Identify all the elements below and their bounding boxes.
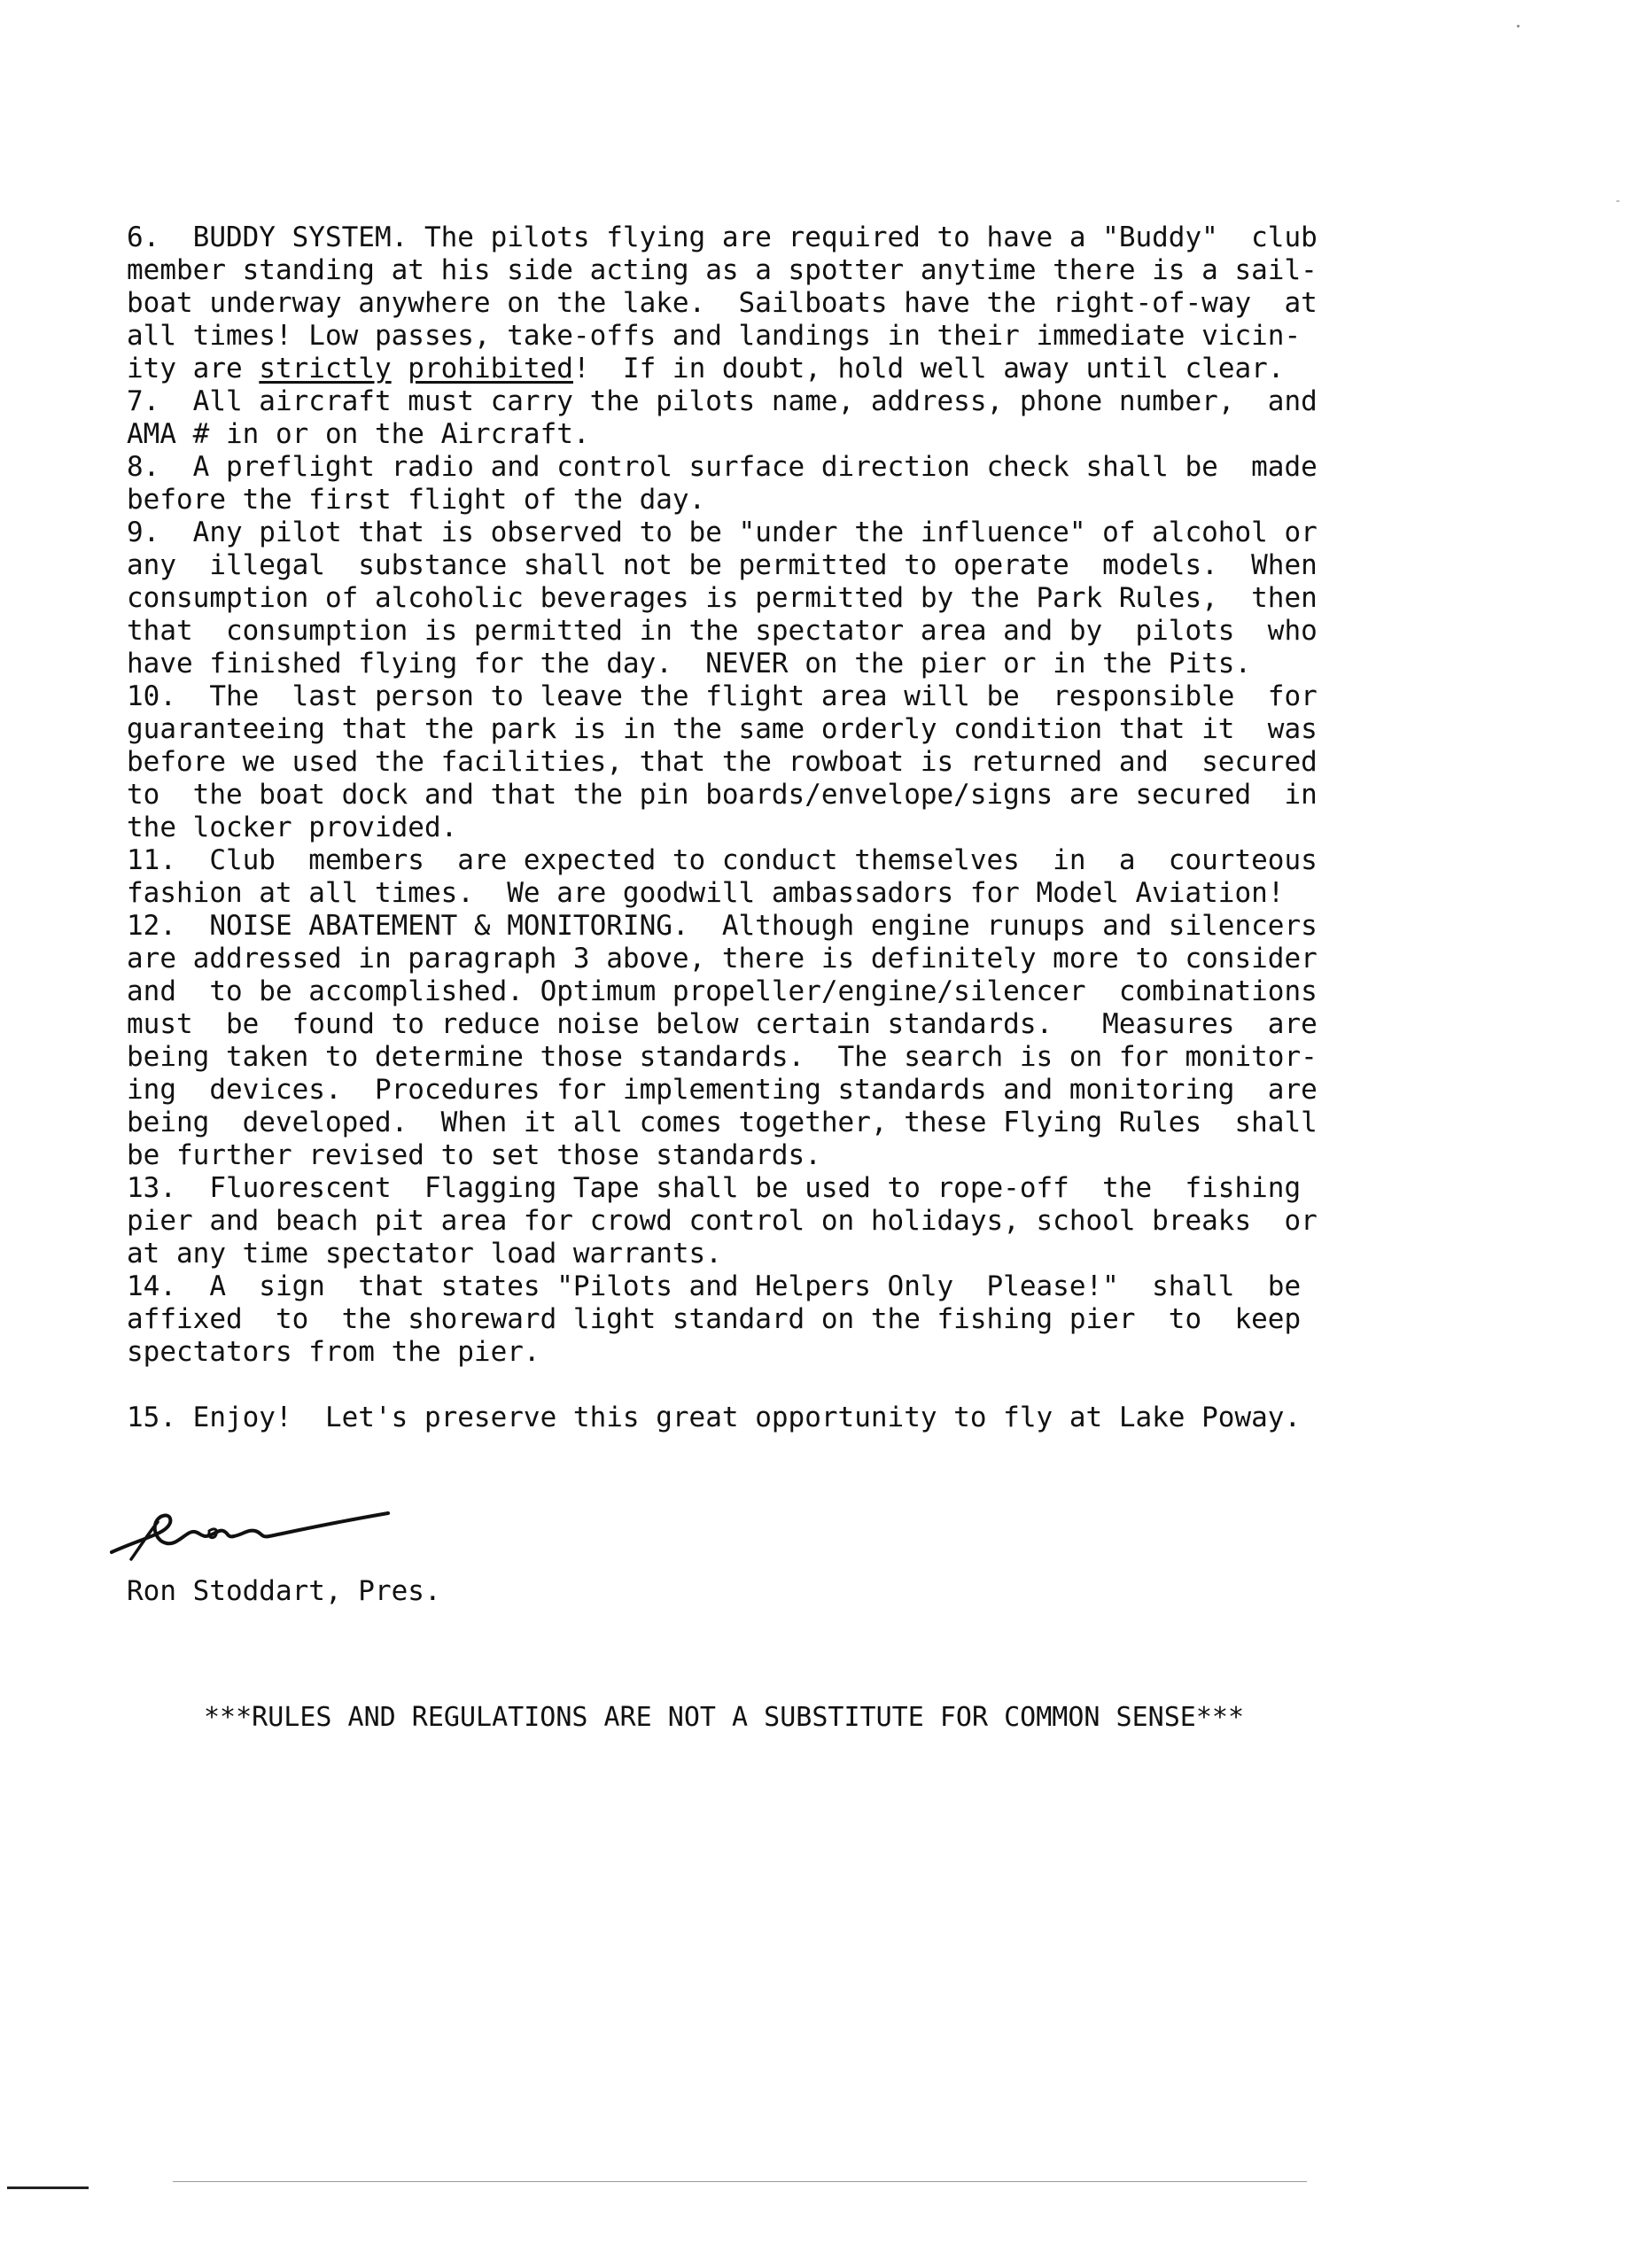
rule-10-line-3: before we used the facilities, that the rowboat is returned and secured bbox=[127, 746, 1318, 778]
rule-12-line-3: and to be accomplished. Optimum propeller/engine/silencer combinations bbox=[127, 975, 1318, 1007]
rule-6-line-2: member standing at his side acting as a spotter anytime there is a sail- bbox=[127, 254, 1318, 286]
scan-mark-center bbox=[173, 2181, 1307, 2182]
rule-13-line-1: 13. Fluorescent Flagging Tape shall be used to rope-off the fishing bbox=[127, 1172, 1302, 1204]
rule-10-line-2: guaranteeing that the park is in the same orderly condition that it was bbox=[127, 713, 1318, 745]
handwritten-signature bbox=[105, 1497, 397, 1568]
rule-12-line-7: being developed. When it all comes together, these Flying Rules shall bbox=[127, 1107, 1318, 1138]
rule-9-line-4: that consumption is permitted in the spectator area and by pilots who bbox=[127, 615, 1318, 647]
rule-11-line-1: 11. Club members are expected to conduct themselves in a courteous bbox=[127, 844, 1318, 876]
rule-6-line-5 bbox=[127, 353, 1544, 385]
rule-12-line-2: are addressed in paragraph 3 above, there is definitely more to consider bbox=[127, 943, 1318, 975]
rule-7-line-2: AMA # in or on the Aircraft. bbox=[127, 418, 590, 450]
underlined-strictly: strictly bbox=[259, 353, 392, 384]
rule-12-line-6: ing devices. Procedures for implementing standards and monitoring are bbox=[127, 1074, 1318, 1106]
rule-9-line-5: have finished flying for the day. NEVER on the pier or in the Pits. bbox=[127, 648, 1252, 680]
rule-8-line-1: 8. A preflight radio and control surface direction check shall be made bbox=[127, 451, 1318, 483]
scan-mark-left bbox=[7, 2186, 89, 2189]
rule-12-line-1: 12. NOISE ABATEMENT & MONITORING. Although engine runups and silencers bbox=[127, 910, 1318, 942]
rule-14-line-3: spectators from the pier. bbox=[127, 1336, 540, 1368]
rule-12-line-4: must be found to reduce noise below certain standards. Measures are bbox=[127, 1008, 1318, 1040]
rule-14-line-1: 14. A sign that states "Pilots and Helpers Only Please!" shall be bbox=[127, 1270, 1302, 1302]
rule-6-space bbox=[392, 353, 408, 384]
rule-6-line-3: boat underway anywhere on the lake. Sailboats have the right-of-way at bbox=[127, 287, 1318, 319]
rule-15-line-1: 15. Enjoy! Let's preserve this great opportunity to fly at Lake Poway. bbox=[127, 1402, 1302, 1433]
flying-rules-list bbox=[127, 221, 1544, 1434]
rule-6-line-1: 6. BUDDY SYSTEM. The pilots flying are required to have a "Buddy" club bbox=[127, 221, 1318, 253]
rule-6-line-4: all times! Low passes, take-offs and landings in their immediate vicin- bbox=[127, 320, 1302, 352]
rule-11-line-2: fashion at all times. We are goodwill ambassadors for Model Aviation! bbox=[127, 877, 1285, 909]
rule-13-line-2: pier and beach pit area for crowd control on holidays, school breaks or bbox=[127, 1205, 1318, 1237]
rule-6-text: ity are bbox=[127, 353, 260, 384]
underlined-prohibited: prohibited bbox=[408, 353, 573, 384]
rule-12-line-8: be further revised to set those standards. bbox=[127, 1139, 821, 1171]
rule-14-line-2: affixed to the shoreward light standard on the fishing pier to keep bbox=[127, 1303, 1302, 1335]
rule-13-line-3: at any time spectator load warrants. bbox=[127, 1238, 722, 1270]
rule-9-line-1: 9. Any pilot that is observed to be "under the influence" of alcohol or bbox=[127, 517, 1318, 548]
rule-10-line-5: the locker provided. bbox=[127, 812, 458, 843]
rule-12-line-5: being taken to determine those standards. The search is on for monitor- bbox=[127, 1041, 1318, 1073]
rule-7-line-1: 7. All aircraft must carry the pilots name, address, phone number, and bbox=[127, 385, 1318, 417]
rule-8-line-2: before the first flight of the day. bbox=[127, 484, 706, 516]
scan-speck bbox=[1517, 25, 1520, 27]
signer-name: Ron Stoddart, Pres. bbox=[127, 1575, 441, 1607]
rule-10-line-1: 10. The last person to leave the flight area will be responsible for bbox=[127, 680, 1318, 712]
rule-10-line-4: to the boat dock and that the pin boards/envelope/signs are secured in bbox=[127, 779, 1318, 811]
rule-6-text-end: ! If in doubt, hold well away until clear. bbox=[572, 353, 1285, 384]
closing-motto: ***RULES AND REGULATIONS ARE NOT A SUBSTITUTE FOR COMMON SENSE*** bbox=[204, 1702, 1244, 1733]
rule-9-line-3: consumption of alcoholic beverages is permitted by the Park Rules, then bbox=[127, 582, 1318, 614]
scan-speck bbox=[1616, 200, 1620, 202]
rule-9-line-2: any illegal substance shall not be permitted to operate models. When bbox=[127, 549, 1318, 581]
